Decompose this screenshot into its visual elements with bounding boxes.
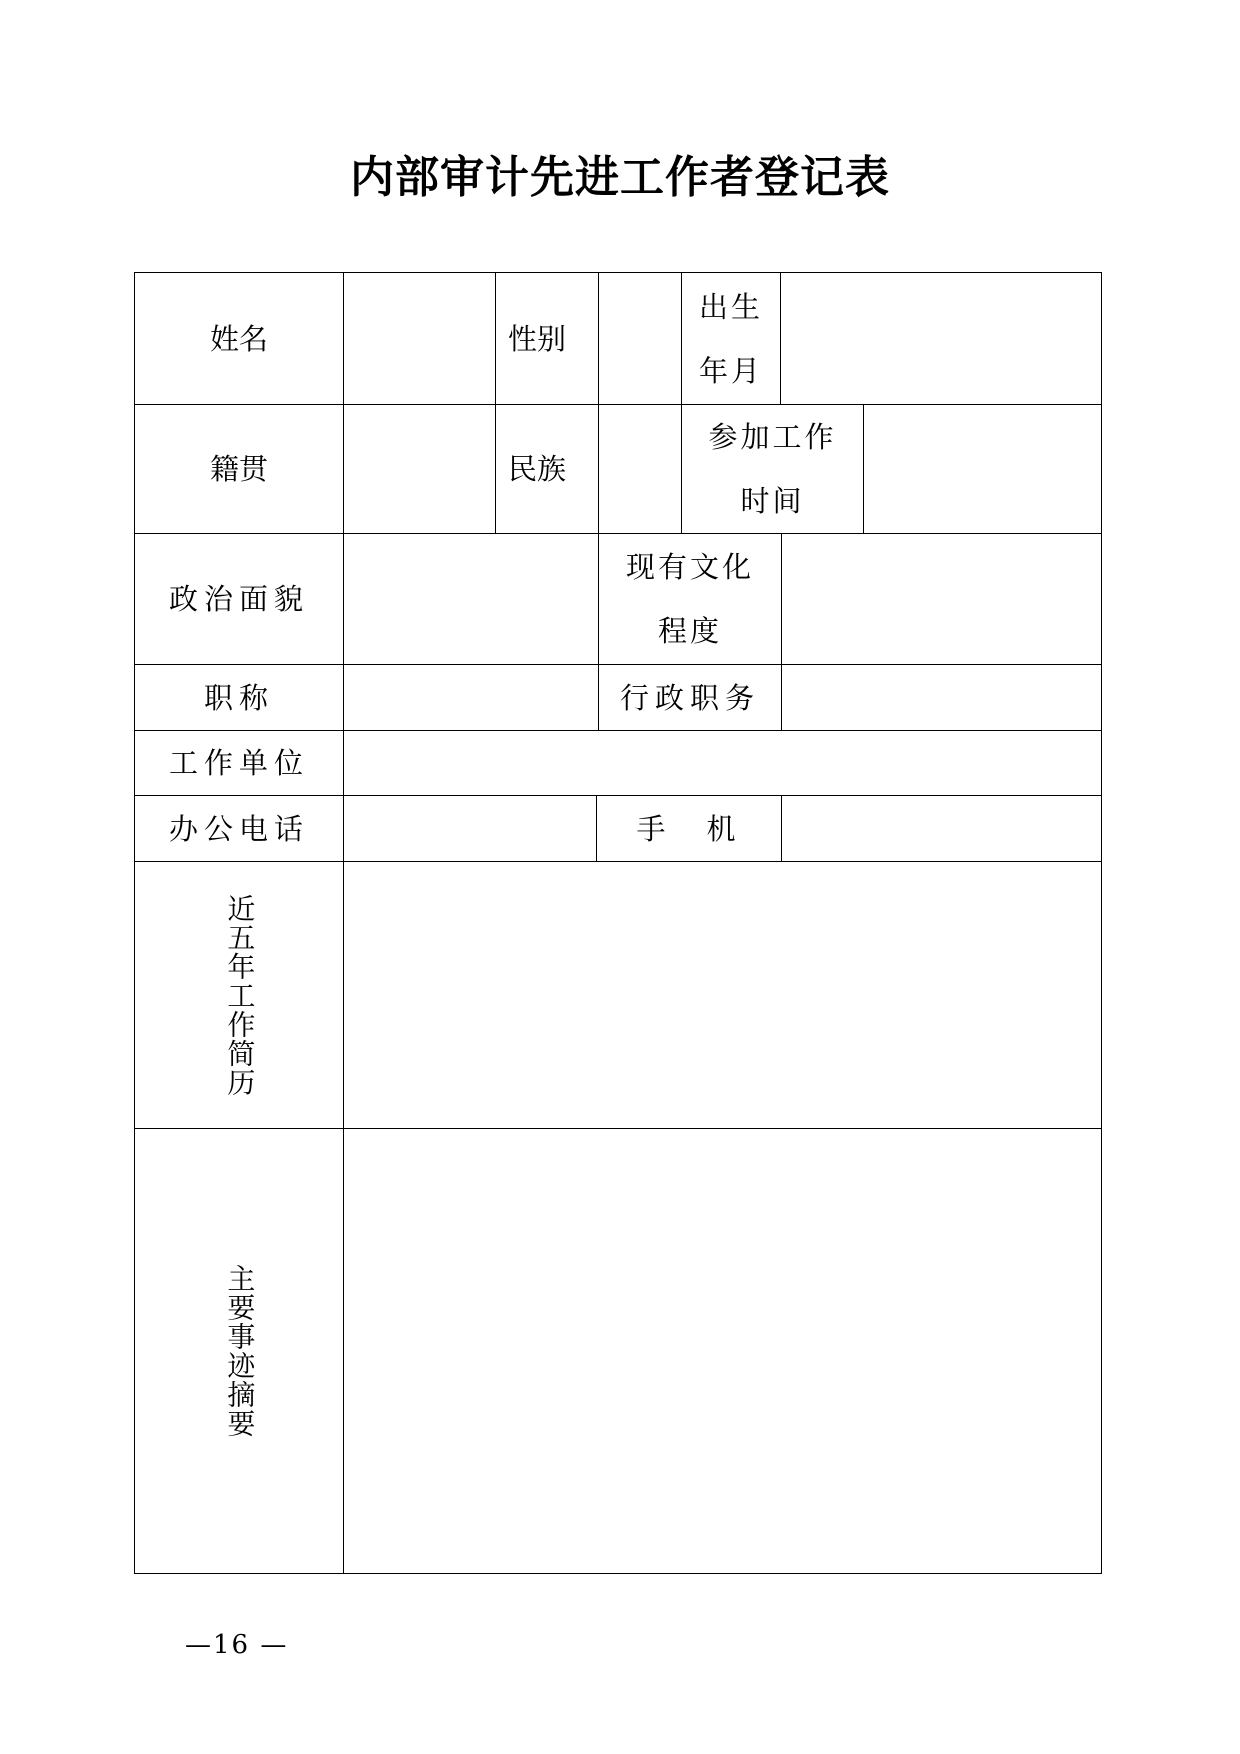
mobile-field[interactable] [781, 795, 1102, 862]
political-status-label-cell [134, 533, 344, 665]
native-place-label: 籍贯 [209, 452, 268, 486]
work-history-label-cell [134, 861, 344, 1129]
work-start-label-cell [681, 404, 864, 534]
page-number: —16 — [185, 1630, 289, 1660]
ethnicity-label-cell [495, 404, 599, 534]
name-label: 姓名 [209, 321, 268, 356]
native-place-label-cell [134, 404, 344, 534]
office-phone-label-cell [134, 795, 344, 862]
admin-position-label: 行政职务 [619, 680, 760, 715]
work-history-label: 近五年工作简历 [223, 893, 257, 1097]
name-label-cell [134, 272, 344, 405]
mobile-label: 手 机 [636, 811, 742, 846]
achievements-label-cell [134, 1128, 344, 1574]
mobile-label-cell [596, 795, 782, 862]
ethnicity-field[interactable] [598, 404, 682, 534]
title-label: 职称 [203, 680, 274, 715]
workplace-field[interactable] [343, 730, 1102, 796]
work-start-field[interactable] [863, 404, 1102, 534]
birth-label: 出生 年月 [698, 289, 763, 388]
education-field[interactable] [781, 533, 1102, 665]
gender-label: 性别 [508, 321, 567, 356]
work-start-label: 参加工作 时间 [708, 420, 837, 518]
page-title: 内部审计先进工作者登记表 [350, 152, 890, 203]
birth-label-cell [681, 272, 781, 405]
achievements-field[interactable] [343, 1128, 1102, 1574]
name-field[interactable] [343, 272, 496, 405]
ethnicity-label: 民族 [508, 452, 567, 486]
education-label-cell [598, 533, 782, 665]
workplace-label-cell [134, 730, 344, 796]
work-history-field[interactable] [343, 861, 1102, 1129]
birth-field[interactable] [780, 272, 1102, 405]
workplace-label: 工作单位 [168, 746, 309, 780]
admin-position-label-cell [598, 664, 782, 731]
title-field[interactable] [343, 664, 599, 731]
office-phone-label: 办公电话 [168, 811, 309, 846]
political-status-label: 政治面貌 [168, 582, 309, 616]
education-label: 现有文化 程度 [625, 550, 754, 648]
political-status-field[interactable] [343, 533, 599, 665]
gender-field[interactable] [598, 272, 682, 405]
admin-position-field[interactable] [781, 664, 1102, 731]
title-label-cell [134, 664, 344, 731]
achievements-label: 主要事迹摘要 [223, 1264, 257, 1438]
office-phone-field[interactable] [343, 795, 597, 862]
gender-label-cell [495, 272, 599, 405]
native-place-field[interactable] [343, 404, 496, 534]
